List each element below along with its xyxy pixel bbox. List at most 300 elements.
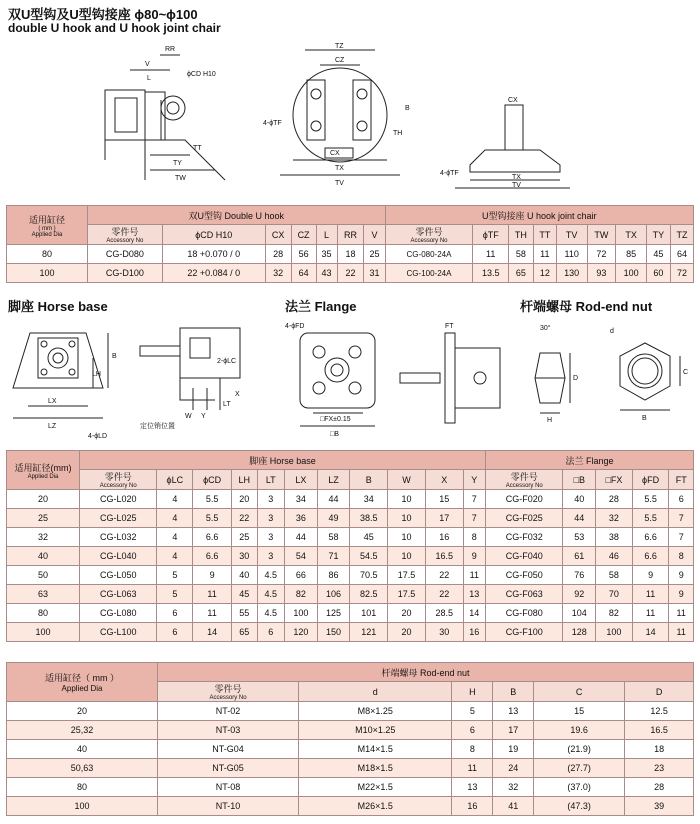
table-row [7, 245, 694, 264]
cell: 38.5 [350, 509, 388, 528]
cell-cx: 32 [265, 264, 291, 283]
cell: 17 [425, 509, 463, 528]
cell: 11 [193, 585, 232, 604]
cell: 5.5 [632, 509, 669, 528]
cell-acc2: CG-080-24A [385, 245, 473, 264]
cell: NT-03 [158, 721, 299, 740]
label-tv-side: TV [512, 182, 521, 189]
cell: 9 [669, 566, 694, 585]
cell: CG-F100 [486, 623, 563, 642]
label-b: B [405, 105, 410, 112]
cell-ty: 60 [646, 264, 670, 283]
cell: 6.6 [193, 547, 232, 566]
cell-l: 35 [316, 245, 337, 264]
table-row [7, 566, 694, 585]
horse-flange-table [6, 450, 694, 642]
col-tv: TV [556, 225, 587, 245]
cell: 121 [350, 623, 388, 642]
label-tt: TT [193, 145, 202, 152]
cell: 40 [232, 566, 258, 585]
cell: 4 [157, 490, 193, 509]
col-v: V [364, 225, 385, 245]
table-row [7, 797, 694, 816]
u-hook-side-drawing [440, 90, 580, 190]
col-th: TH [508, 225, 533, 245]
cell: 71 [317, 547, 350, 566]
col-tx: TX [616, 225, 647, 245]
cell: NT-02 [158, 702, 299, 721]
label-d-small: d [610, 328, 614, 335]
cell: 28.5 [425, 604, 463, 623]
cell-cd: 18 +0.070 / 0 [162, 245, 265, 264]
cell: 11 [669, 604, 694, 623]
table-row [7, 702, 694, 721]
label-lh: LH [92, 371, 101, 378]
cell: 14 [632, 623, 669, 642]
acc-en-2: Accessory No [410, 238, 448, 244]
cell: 6.6 [632, 528, 669, 547]
cell-rr: 22 [337, 264, 364, 283]
cell: 54 [285, 547, 318, 566]
col-rr: RR [337, 225, 364, 245]
t2-col-flange-3: FT [669, 470, 694, 490]
label-tx-side: TX [512, 174, 521, 181]
t2-col-flange-0: □B [563, 470, 596, 490]
cell: CG-F080 [486, 604, 563, 623]
t2-col-horse-7: W [388, 470, 426, 490]
cell: 10 [388, 509, 426, 528]
cell: 7 [669, 509, 694, 528]
cell: 101 [350, 604, 388, 623]
cell: CG-F040 [486, 547, 563, 566]
cell: 13 [493, 702, 534, 721]
t2-flange-acc-header [486, 470, 563, 490]
cell-tv: 110 [556, 245, 587, 264]
label-fx: □FX±0.15 [320, 416, 351, 423]
col-l: L [316, 225, 337, 245]
acc-cn-2: 零件号 [415, 227, 443, 237]
cell-cd: 22 +0.084 / 0 [162, 264, 265, 283]
cell: 30 [425, 623, 463, 642]
cell: 30 [232, 547, 258, 566]
label-lx: LX [48, 398, 57, 405]
cell: 5 [452, 702, 493, 721]
cell: 18 [625, 740, 694, 759]
cell: 92 [563, 585, 596, 604]
cell: 22 [425, 566, 463, 585]
group-u-joint: U型钩接座 U hook joint chair [385, 206, 693, 225]
cell: 4.5 [257, 566, 285, 585]
cell: 4 [157, 509, 193, 528]
cell: NT-G05 [158, 759, 299, 778]
cell-acc1: CG-D080 [88, 245, 163, 264]
flange-side-drawing [395, 318, 510, 443]
cell-cz: 56 [291, 245, 316, 264]
cell-rr: 18 [337, 245, 364, 264]
cell-tx: 100 [616, 264, 647, 283]
cell: 11 [452, 759, 493, 778]
cell-tx: 85 [616, 245, 647, 264]
cell: 49 [317, 509, 350, 528]
cell-tv: 130 [556, 264, 587, 283]
cell: 15 [534, 702, 625, 721]
table-row [7, 585, 694, 604]
cell: 70.5 [350, 566, 388, 585]
label-y: Y [201, 413, 206, 420]
label-ty: TY [173, 160, 182, 167]
cell: 16 [463, 623, 485, 642]
t3-col-3: C [534, 682, 625, 702]
cell: 13 [463, 585, 485, 604]
table-row [7, 759, 694, 778]
cell: 16.5 [625, 721, 694, 740]
cell: 23 [625, 759, 694, 778]
cell: 6 [669, 490, 694, 509]
t3-col-1: H [452, 682, 493, 702]
cell: 7 [463, 509, 485, 528]
cell: M14×1.5 [299, 740, 452, 759]
cell: CG-F025 [486, 509, 563, 528]
label-w: W [185, 413, 192, 420]
cell-dia: 100 [7, 264, 88, 283]
t2-col-horse-4: LX [285, 470, 318, 490]
cell: 53 [563, 528, 596, 547]
cell: 3 [257, 547, 285, 566]
cell: 70 [596, 585, 633, 604]
label-l: L [147, 75, 151, 82]
label-tz: TZ [335, 43, 344, 50]
cell: 17 [493, 721, 534, 740]
label-th: TH [393, 130, 403, 137]
t2-dia-cn: 适用缸径(mm) [14, 462, 72, 473]
t2-col-horse-2: LH [232, 470, 258, 490]
col-cx: CX [265, 225, 291, 245]
t3-acc-header [158, 682, 299, 702]
cell: 11 [463, 566, 485, 585]
table-row [7, 490, 694, 509]
label-cx: CX [330, 150, 340, 157]
cell: 4.5 [257, 604, 285, 623]
cell: CG-L050 [80, 566, 157, 585]
cell: 66 [285, 566, 318, 585]
cell: 63 [7, 585, 80, 604]
cell: 4.5 [257, 585, 285, 604]
hook-table [6, 205, 694, 283]
cell: 19.6 [534, 721, 625, 740]
cell: 17.5 [388, 585, 426, 604]
cell: 32 [493, 778, 534, 797]
cell: 5.5 [632, 490, 669, 509]
double-u-hook-drawing [95, 40, 235, 190]
col-tw: TW [587, 225, 616, 245]
cell: 36 [285, 509, 318, 528]
cell: 16.5 [425, 547, 463, 566]
cell: 6.6 [193, 528, 232, 547]
cell: 6 [257, 623, 285, 642]
page-title: 双U型钩及U型钩接座 ϕ80~ϕ100 [8, 7, 198, 22]
cell: 9 [463, 547, 485, 566]
t2-horse-acc-en: Accessory No [99, 483, 137, 489]
cell: 14 [193, 623, 232, 642]
label-x: X [235, 391, 240, 398]
cell: CG-F050 [486, 566, 563, 585]
horse-base-side-drawing [135, 318, 265, 443]
cell-tt: 11 [533, 245, 556, 264]
table-row [7, 721, 694, 740]
t2-col-horse-8: X [425, 470, 463, 490]
cell: 9 [669, 585, 694, 604]
label-locating-pin: 定位销位置 [140, 423, 175, 430]
table-row [7, 740, 694, 759]
label-cz: CZ [335, 57, 345, 64]
t2-col-horse-0: ϕLC [157, 470, 193, 490]
cell: 20 [7, 702, 158, 721]
group-horse: 脚座 Horse base [80, 451, 486, 470]
label-h: H [547, 417, 553, 424]
group-flange: 法兰 Flange [486, 451, 694, 470]
cell-tf: 11 [473, 245, 508, 264]
label-tf: 4-ϕTF [263, 120, 282, 127]
cell: 8 [452, 740, 493, 759]
cell: 50 [7, 566, 80, 585]
label-lz: LZ [48, 423, 57, 430]
cell-v: 31 [364, 264, 385, 283]
cell: NT-G04 [158, 740, 299, 759]
label-b-nut: B [642, 415, 647, 422]
dia-mm: ( mm ) [38, 225, 56, 232]
label-tx: TX [335, 165, 344, 172]
group-rodend: 杆端螺母 Rod-end nut [158, 663, 694, 682]
cell: (27.7) [534, 759, 625, 778]
cell: 40 [7, 547, 80, 566]
cell: 82 [285, 585, 318, 604]
cell: 14 [463, 604, 485, 623]
cell: 20 [388, 604, 426, 623]
cell-tz: 72 [670, 264, 693, 283]
cell: 3 [257, 509, 285, 528]
t3-acc-cn: 零件号 [214, 684, 242, 694]
cell: 100 [7, 797, 158, 816]
t2-col-horse-1: ϕCD [193, 470, 232, 490]
t3-col-0: d [299, 682, 452, 702]
cell: 65 [232, 623, 258, 642]
cell: 54.5 [350, 547, 388, 566]
flange-front-drawing [285, 318, 405, 443]
cell: 20 [232, 490, 258, 509]
cell: 15 [425, 490, 463, 509]
cell: 5 [157, 585, 193, 604]
cell-acc2: CG-100-24A [385, 264, 473, 283]
t3-col-4: D [625, 682, 694, 702]
section-flange: 法兰 Flange [285, 299, 357, 314]
cell: 38 [596, 528, 633, 547]
t2-dia-en: Applied Dia [27, 473, 59, 480]
cell: NT-10 [158, 797, 299, 816]
col-ty: TY [646, 225, 670, 245]
cell: 25 [7, 509, 80, 528]
col-tt: TT [533, 225, 556, 245]
horse-base-front-drawing [8, 318, 128, 443]
cell: 61 [563, 547, 596, 566]
cell: 45 [232, 585, 258, 604]
cell: 44 [285, 528, 318, 547]
cell: CG-L080 [80, 604, 157, 623]
cell: 11 [193, 604, 232, 623]
rodend-table [6, 662, 694, 816]
cell: NT-08 [158, 778, 299, 797]
table-row [7, 604, 694, 623]
cell: 4 [157, 547, 193, 566]
label-rr: RR [165, 46, 176, 53]
cell: CG-F032 [486, 528, 563, 547]
cell: 9 [193, 566, 232, 585]
cell: 5.5 [193, 509, 232, 528]
cell: 44 [317, 490, 350, 509]
cell: M10×1.25 [299, 721, 452, 740]
cell: 46 [596, 547, 633, 566]
cell: 80 [7, 604, 80, 623]
cell: 5 [157, 566, 193, 585]
cell: 100 [285, 604, 318, 623]
t3-dia-cn: 适用缸径（ mm ） [45, 673, 119, 683]
cell-dia: 80 [7, 245, 88, 264]
table-row [7, 623, 694, 642]
cell: 6 [452, 721, 493, 740]
cell: (37.0) [534, 778, 625, 797]
cell: 100 [7, 623, 80, 642]
cell-cz: 64 [291, 264, 316, 283]
cell: 28 [596, 490, 633, 509]
cell: 50,63 [7, 759, 158, 778]
table-row [7, 547, 694, 566]
cell: CG-F020 [486, 490, 563, 509]
label-fd: 4-ϕFD [285, 323, 305, 330]
dia-cn: 适用缸径 [28, 214, 65, 225]
label-c: C [683, 369, 689, 376]
cell: 28 [625, 778, 694, 797]
cell: M18×1.5 [299, 759, 452, 778]
t2-flange-acc-cn: 零件号 [510, 472, 538, 482]
label-cd: ϕCD H10 [187, 71, 216, 78]
cell: 3 [257, 490, 285, 509]
cell: CG-L020 [80, 490, 157, 509]
cell: M22×1.5 [299, 778, 452, 797]
table-row [7, 509, 694, 528]
cell: 39 [625, 797, 694, 816]
acc-en: Accessory No [106, 238, 144, 244]
cell: 120 [285, 623, 318, 642]
cell: 58 [596, 566, 633, 585]
cell: CG-F063 [486, 585, 563, 604]
page-subtitle: double U hook and U hook joint chair [8, 21, 221, 35]
cell: 8 [463, 528, 485, 547]
label-lt: LT [223, 401, 231, 408]
cell: 32 [7, 528, 80, 547]
cell-ty: 45 [646, 245, 670, 264]
section-rodend: 杆端螺母 Rod-end nut [520, 299, 653, 314]
cell: 20 [388, 623, 426, 642]
cell: 82.5 [350, 585, 388, 604]
label-tf-side: 4-ϕTF [440, 170, 459, 177]
cell: 76 [563, 566, 596, 585]
label-tv: TV [335, 180, 344, 187]
label-tw: TW [175, 175, 186, 182]
cell: 13 [452, 778, 493, 797]
cell: 22 [232, 509, 258, 528]
t2-col-horse-5: LZ [317, 470, 350, 490]
t2-col-horse-9: Y [463, 470, 485, 490]
cell: M26×1.5 [299, 797, 452, 816]
cell-th: 65 [508, 264, 533, 283]
col-cd: ϕCD H10 [162, 225, 265, 245]
label-d-cap: D [573, 375, 579, 382]
cell: 12.5 [625, 702, 694, 721]
cell: 40 [563, 490, 596, 509]
cell: CG-L025 [80, 509, 157, 528]
cell: 10 [388, 528, 426, 547]
t2-col-flange-1: □FX [596, 470, 633, 490]
label-v: V [145, 61, 150, 68]
t2-col-horse-3: LT [257, 470, 285, 490]
cell-tw: 72 [587, 245, 616, 264]
label-b-horse: B [112, 353, 117, 360]
col-tf: ϕTF [473, 225, 508, 245]
cell-acc1: CG-D100 [88, 264, 163, 283]
cell: 34 [350, 490, 388, 509]
cell: CG-L032 [80, 528, 157, 547]
section-horse: 脚座 Horse base [8, 299, 108, 314]
cell: 5.5 [193, 490, 232, 509]
cell: 125 [317, 604, 350, 623]
label-ld: 4-ϕLD [88, 433, 108, 440]
cell-l: 43 [316, 264, 337, 283]
cell: 10 [388, 547, 426, 566]
label-ft: FT [445, 323, 454, 330]
cell: 128 [563, 623, 596, 642]
cell: 17.5 [388, 566, 426, 585]
table-row [7, 778, 694, 797]
table-row [7, 264, 694, 283]
cell: 4 [157, 528, 193, 547]
cell: 6.6 [632, 547, 669, 566]
cell: 41 [493, 797, 534, 816]
rodend-front-drawing [605, 318, 695, 423]
t2-col-flange-2: ϕFD [632, 470, 669, 490]
acc-cn: 零件号 [111, 227, 139, 237]
cell: 58 [317, 528, 350, 547]
cell: 104 [563, 604, 596, 623]
cell: CG-L040 [80, 547, 157, 566]
cell: 34 [285, 490, 318, 509]
cell: 19 [493, 740, 534, 759]
col-tz: TZ [670, 225, 693, 245]
cell: (21.9) [534, 740, 625, 759]
t3-col-2: B [493, 682, 534, 702]
cell: 16 [425, 528, 463, 547]
label-cx-side: CX [508, 97, 518, 104]
cell: 106 [317, 585, 350, 604]
cell: 100 [596, 623, 633, 642]
cell-tf: 13.5 [473, 264, 508, 283]
cell: 150 [317, 623, 350, 642]
cell: 24 [493, 759, 534, 778]
cell: 80 [7, 778, 158, 797]
label-30deg: 30° [540, 325, 551, 332]
cell: 6 [157, 604, 193, 623]
cell: (47.3) [534, 797, 625, 816]
cell: 11 [669, 623, 694, 642]
label-lc: 2-ϕLC [217, 358, 237, 365]
